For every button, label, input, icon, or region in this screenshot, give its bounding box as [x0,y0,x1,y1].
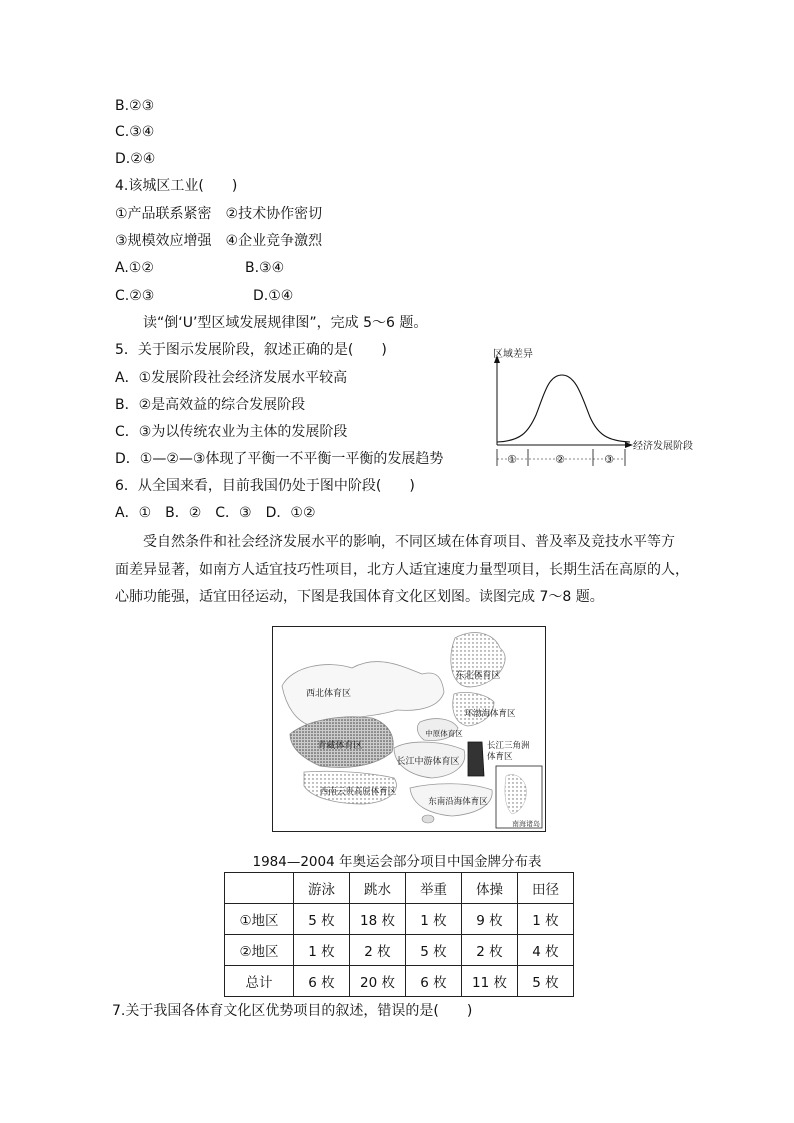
table-cell: 4 枚 [518,935,574,966]
inverted-u-figure [490,345,705,470]
table-cell: ②地区 [225,935,294,966]
table-cell: 18 枚 [350,904,406,935]
intro-q7-8-line3: 心肺功能强，适宜田径运动，下图是我国体育文化区划图。读图完成 7～8 题。 [115,589,604,605]
option-a-q5: A．①发展阶段社会经济发展水平较高 [115,370,348,386]
label-bohai: 环渤海体育区 [464,709,516,719]
option-a-q4: A.①② [115,260,154,276]
x-axis-arrow [625,442,633,448]
label-qingzang: 青藏体育区 [317,741,363,751]
option-b-q4: B.③④ [245,260,285,276]
label-yangtze-delta-2: 体育区 [487,752,513,762]
intro-q7-8-line1: 受自然条件和社会经济发展水平的影响，不同区域在体育项目、普及率及竞技水平等方 [143,534,675,550]
table-row [225,935,574,966]
label-northwest: 西北体育区 [306,689,352,699]
option-b-q3: B.②③ [115,98,155,114]
question-4-statements-2: ③规模效应增强 ④企业竞争激烈 [115,233,323,249]
label-yangtze-delta-1: 长江三角洲 [487,741,530,751]
table-header-cell: 举重 [406,873,462,904]
table-header-cell: 跳水 [350,873,406,904]
stage-label-3: ③ [604,453,614,466]
intro-q5-6: 读“倒‘U’型区域发展规律图”，完成 5～6 题。 [143,315,428,331]
table-header-row [225,873,574,904]
table-cell: ①地区 [225,904,294,935]
label-southeast: 东南沿海体育区 [428,797,488,807]
table-cell: 6 枚 [294,966,350,997]
option-c-q3: C.③④ [115,124,155,140]
table-header-cell: 体操 [462,873,518,904]
table-cell: 20 枚 [350,966,406,997]
sports-region-map [272,626,546,832]
table-header-cell: 游泳 [294,873,350,904]
question-4-statements-1: ①产品联系紧密 ②技术协作密切 [115,206,323,222]
table-cell: 5 枚 [294,904,350,935]
table-row [225,904,574,935]
table-header-cell [225,873,294,904]
table-cell: 总计 [225,966,294,997]
table-cell: 2 枚 [350,935,406,966]
question-6-options: A．① B．② C．③ D．①② [115,505,316,521]
table-caption: 1984—2004 年奥运会部分项目中国金牌分布表 [252,854,542,870]
gold-medal-table [224,872,574,997]
table-cell: 1 枚 [518,904,574,935]
stage-label-1: ① [507,453,517,466]
question-5: 5．关于图示发展阶段，叙述正确的是( ) [115,342,387,358]
option-d-q5: D．①—②—③体现了平衡一不平衡一平衡的发展趋势 [115,451,444,467]
option-d-q3: D.②④ [115,151,156,167]
question-4: 4.该城区工业( ) [115,178,238,194]
stage-label-2: ② [555,453,565,466]
question-6: 6．从全国来看，目前我国仍处于图中阶段( ) [115,478,415,494]
label-south-sea-inset: 南海诸岛 [512,820,540,828]
label-northeast: 东北体育区 [455,671,501,681]
label-central-plain: 中原体育区 [425,729,463,738]
hainan-island [422,815,434,823]
option-b-q5: B．②是高效益的综合发展阶段 [115,397,306,413]
development-curve [497,375,630,442]
intro-q7-8-line2: 面差异显著，如南方人适宜技巧性项目，北方人适宜速度力量型项目，长期生活在高原的人， [115,562,689,578]
table-cell: 1 枚 [406,904,462,935]
table-cell: 6 枚 [406,966,462,997]
option-d-q4: D.①④ [253,288,294,304]
option-c-q4: C.②③ [115,288,155,304]
label-southwest: 西南云贵高原体育区 [319,787,397,797]
question-7: 7.关于我国各体育文化区优势项目的叙述，错误的是( ) [112,1003,473,1019]
table-cell: 5 枚 [518,966,574,997]
x-axis-label: 经济发展阶段 [633,441,693,452]
option-c-q5: C．③为以传统农业为主体的发展阶段 [115,424,348,440]
table-cell: 9 枚 [462,904,518,935]
label-yangtze-middle: 长江中游体育区 [396,757,460,767]
table-row [225,966,574,997]
table-cell: 11 枚 [462,966,518,997]
y-axis-label: 区域差异 [493,349,533,360]
table-cell: 2 枚 [462,935,518,966]
table-cell: 1 枚 [294,935,350,966]
region-yangtze-delta-shape [468,742,484,776]
table-cell: 5 枚 [406,935,462,966]
table-header-cell: 田径 [518,873,574,904]
